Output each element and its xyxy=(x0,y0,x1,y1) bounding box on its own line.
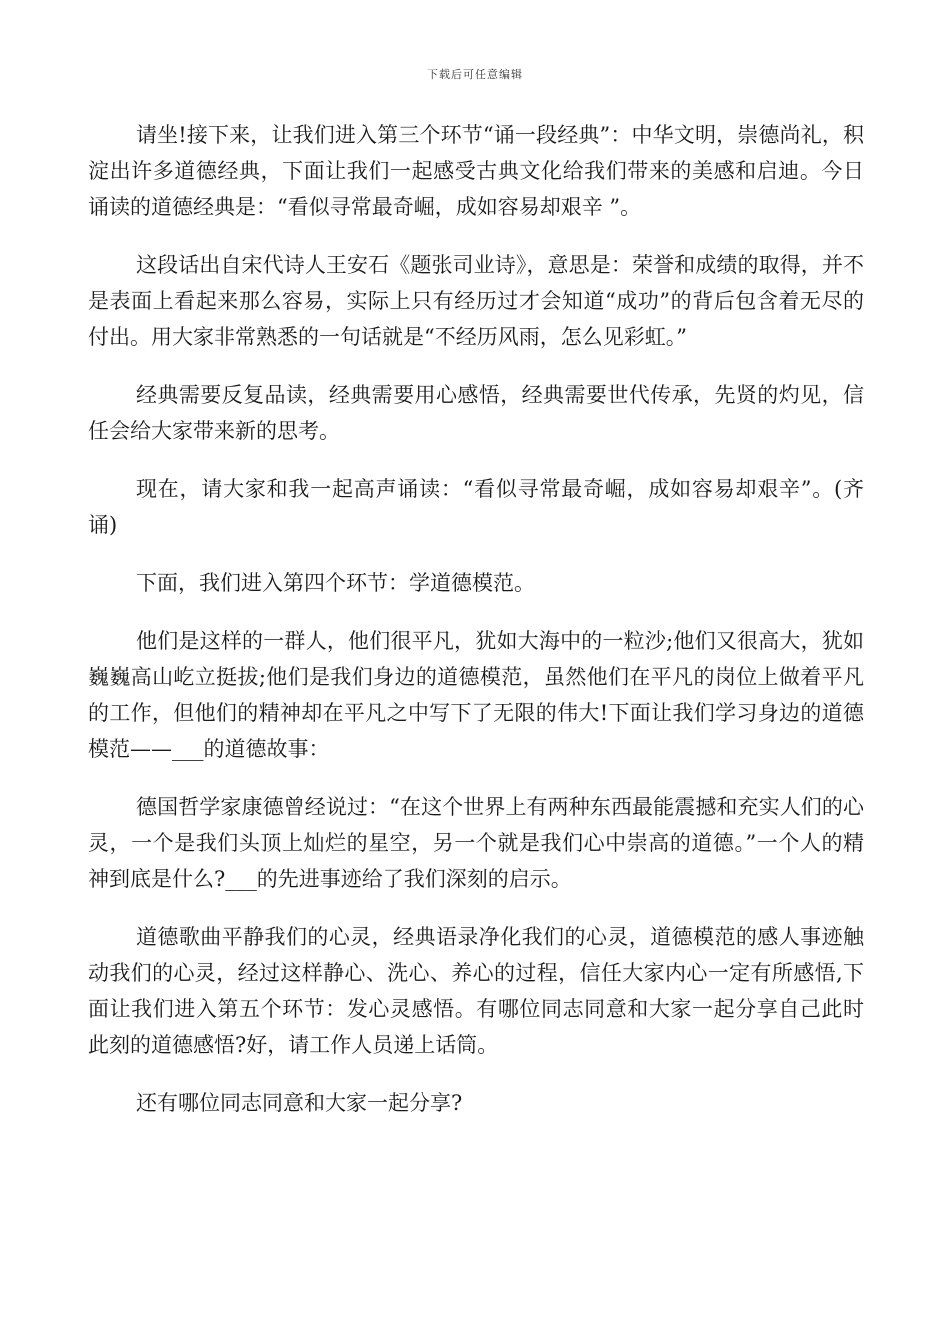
paragraph: 现在，请大家和我一起高声诵读：“看似寻常最奇崛，成如容易却艰辛”。(齐诵) xyxy=(88,477,864,537)
document-body xyxy=(88,117,864,1143)
paragraph: 下面，我们进入第四个环节：学道德模范。 xyxy=(136,571,535,595)
paragraph: 道德歌曲平静我们的心灵，经典语录净化我们的心灵，道德模范的感人事迹触动我们的心灵，经过这样静心、洗心、养心的过程，信任大家内心一定有所感悟,下面让我们进入第五个环节：发心灵感悟。有哪位同志同意和大家一起分享自己此时此刻的道德感悟?好，请工作人员递上话筒。 xyxy=(88,925,864,1057)
paragraph: 德国哲学家康德曾经说过：“在这个世界上有两种东西最能震撼和充实人们的心灵，一个是我们头顶上灿烂的星空，另一个就是我们心中崇高的道德。”一个人的精神到底是什么?___的先进事迹给了我们深刻的启示。 xyxy=(88,795,864,891)
paragraph: 请坐!接下来，让我们进入第三个环节“诵一段经典”：中华文明，崇德尚礼，积淀出许多道德经典，下面让我们一起感受古典文化给我们带来的美感和启迪。今日诵读的道德经典是：“看似寻常最奇崛，成如容易却艰辛 ”。 xyxy=(88,123,864,219)
paragraph: 他们是这样的一群人，他们很平凡，犹如大海中的一粒沙;他们又很高大，犹如巍巍高山屹立挺拔;他们是我们身边的道德模范，虽然他们在平凡的岗位上做着平凡的工作，但他们的精神却在平凡之中写下了无限的伟大!下面让我们学习身边的道德模范——___的道德故事： xyxy=(88,629,864,761)
paragraph: 经典需要反复品读，经典需要用心感悟，经典需要世代传承，先贤的灼见，信任会给大家带来新的思考。 xyxy=(88,383,864,443)
page-header: 下载后可任意编辑 xyxy=(427,68,523,81)
paragraph: 还有哪位同志同意和大家一起分享? xyxy=(136,1091,463,1115)
paragraph: 这段话出自宋代诗人王安石《题张司业诗》，意思是：荣誉和成绩的取得，并不是表面上看起来那么容易，实际上只有经历过才会知道“成功”的背后包含着无尽的付出。用大家非常熟悉的一句话就是“不经历风雨，怎么见彩虹。” xyxy=(88,253,864,349)
